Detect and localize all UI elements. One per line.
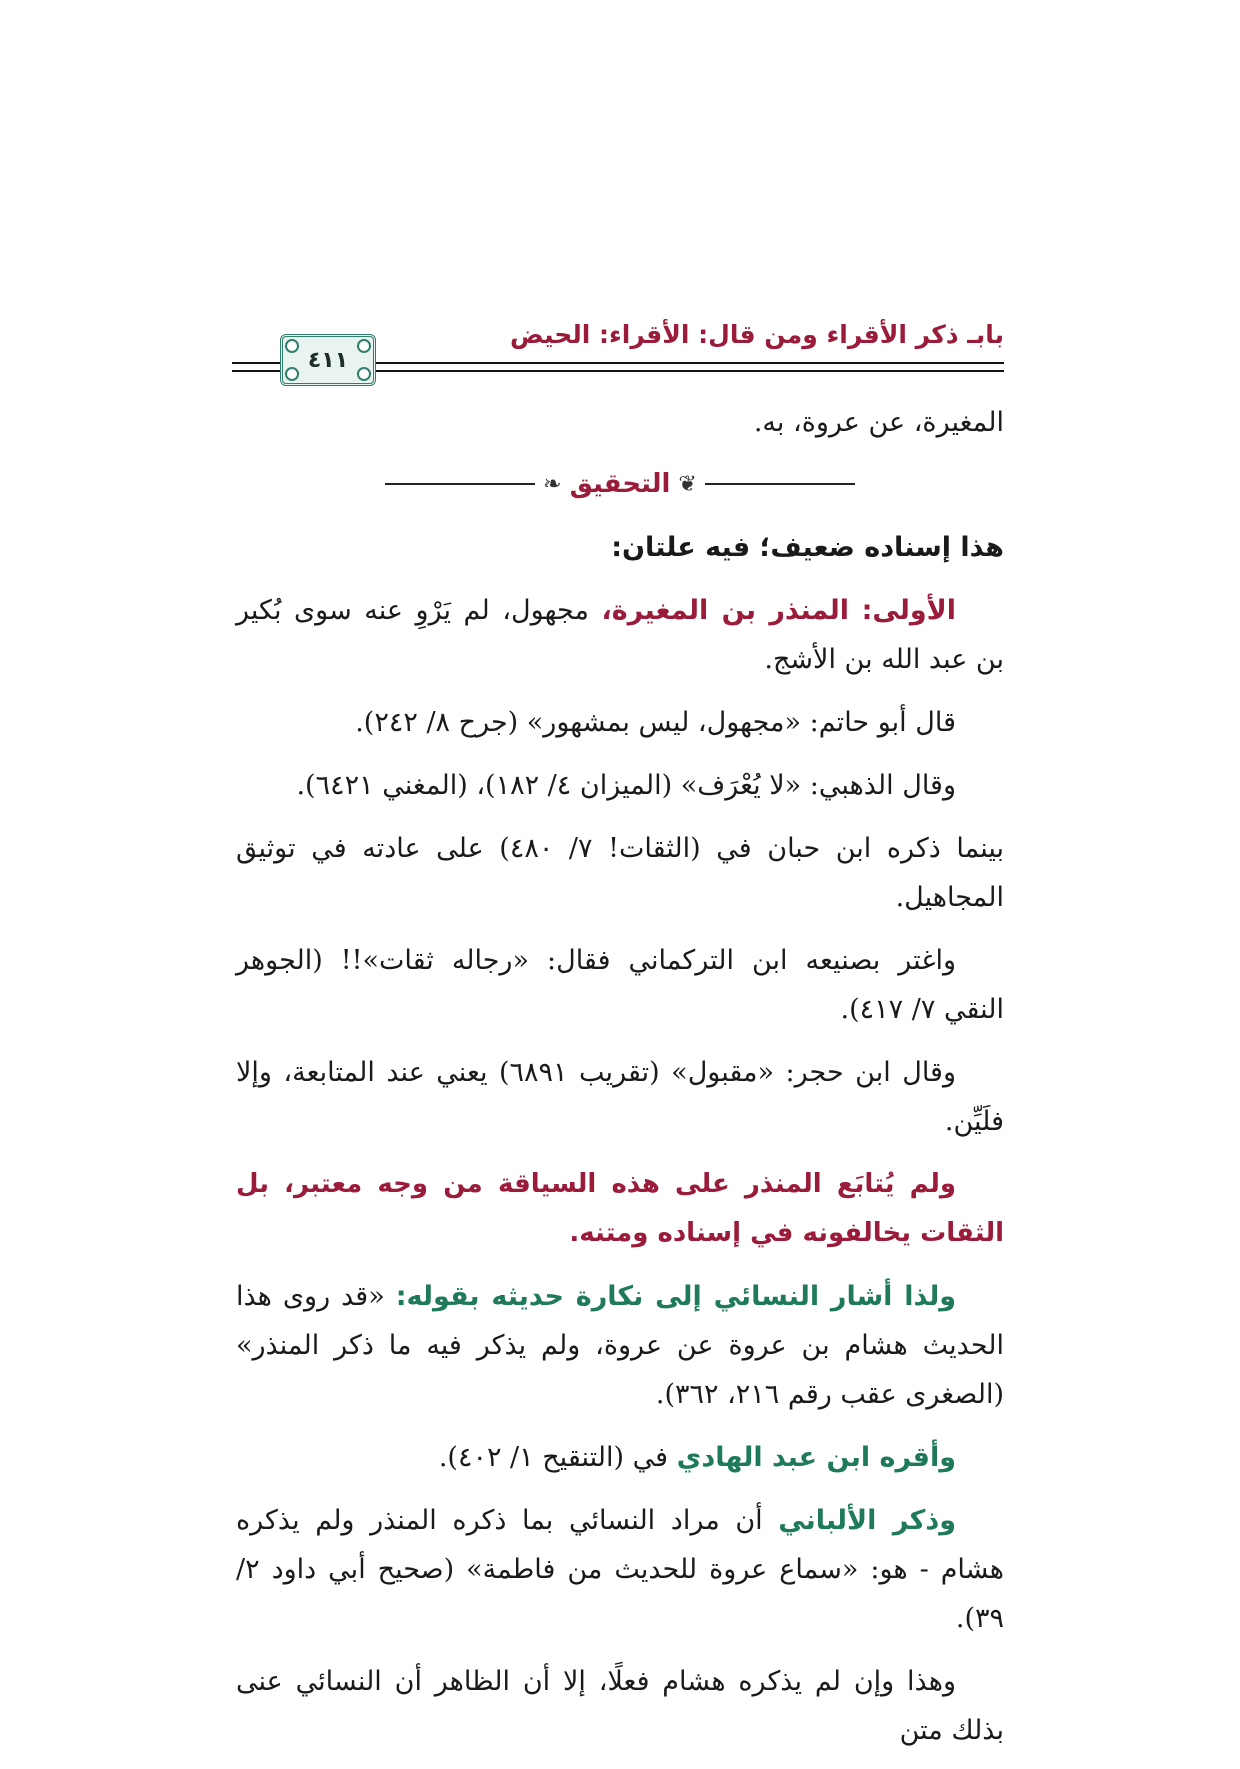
paragraph-conclusion: ولم يُتابَع المنذر على هذه السياقة من وجه معتبر، بل الثقات يخالفونه في إسناده ومتنه. xyxy=(236,1169,1004,1248)
section-title: التحقيق xyxy=(569,469,671,499)
chapter-title: بابـ ذكر الأقراء ومن قال: الأقراء: الحيض xyxy=(509,320,1004,349)
first-label: الأولى: xyxy=(861,595,957,626)
paragraph-text: «قد روى هذا الحديث هشام بن عروة عن عروة، ولم يذكر فيه ما ذكر المنذر» (الصغرى عقب رقم ٢١٦، ٣٦٢). xyxy=(236,1281,1004,1410)
ornament-icon: ❧ xyxy=(543,471,562,497)
paragraph-turkumani: واغتر بصنيعه ابن التركماني فقال: «رجاله ثقات»!! (الجوهر النقي ٧/ ٤١٧). xyxy=(236,945,1004,1025)
narrator-name: المنذر بن المغيرة، xyxy=(601,595,850,626)
paragraph-nasai xyxy=(236,1272,1004,1419)
albani-lead: وذكر الألباني xyxy=(778,1505,956,1536)
badge-corner-ornament xyxy=(285,339,299,353)
page-number-badge xyxy=(280,334,376,386)
paragraph-final: وهذا وإن لم يذكره هشام فعلًا، إلا أن الظاهر أن النسائي عنى بذلك متن xyxy=(236,1666,1004,1746)
section-divider xyxy=(236,461,1004,507)
text-line-0: المغيرة، عن عروة، به. xyxy=(753,407,1004,438)
ibn-abdulhadi-lead: وأقره ابن عبد الهادي xyxy=(676,1442,956,1473)
badge-corner-ornament xyxy=(357,339,371,353)
divider-line-left xyxy=(385,483,535,485)
paragraph-first-defect xyxy=(236,586,1004,684)
nasai-lead: ولذا أشار النسائي إلى نكارة حديثه بقوله: xyxy=(395,1281,957,1312)
page-number: ٤١١ xyxy=(307,347,349,373)
page-header xyxy=(232,312,1004,392)
badge-corner-ornament xyxy=(357,367,371,381)
paragraph-abu-hatim: قال أبو حاتم: «مجهول، ليس بمشهور» (جرح ٨/ ٢٤٢). xyxy=(355,707,956,738)
ornament-icon: ❦ xyxy=(678,471,697,497)
paragraph-albani xyxy=(236,1496,1004,1643)
paragraph-dhahabi: وقال الذهبي: «لا يُعْرَف» (الميزان ٤/ ١٨٢)، (المغني ٦٤٢١). xyxy=(296,770,956,801)
badge-corner-ornament xyxy=(285,367,299,381)
intro-paragraph: هذا إسناده ضعيف؛ فيه علتان: xyxy=(611,532,1004,563)
divider-line-right xyxy=(705,483,855,485)
paragraph-text: في (التنقيح ١/ ٤٠٢). xyxy=(438,1442,677,1473)
paragraph-ibn-hajar: وقال ابن حجر: «مقبول» (تقريب ٦٨٩١) يعني عند المتابعة، وإلا فلَيِّن. xyxy=(236,1057,1004,1137)
paragraph-text: مجهول، لم يَرْوِ عنه سوى بُكير بن عبد الله بن الأشج. xyxy=(236,595,1004,675)
paragraph-ibn-hibban: بينما ذكره ابن حبان في (الثقات! ٧/ ٤٨٠) على عادته في توثيق المجاهيل. xyxy=(236,833,1005,913)
paragraph-ibn-abdulhadi xyxy=(236,1433,1004,1482)
paragraph-text: أن مراد النسائي بما ذكره المنذر ولم يذكره هشام - هو: «سماع عروة للحديث من فاطمة» (صحيح أبي داود ٢/ ٣٩). xyxy=(236,1505,1004,1634)
page-body xyxy=(236,398,1004,1769)
